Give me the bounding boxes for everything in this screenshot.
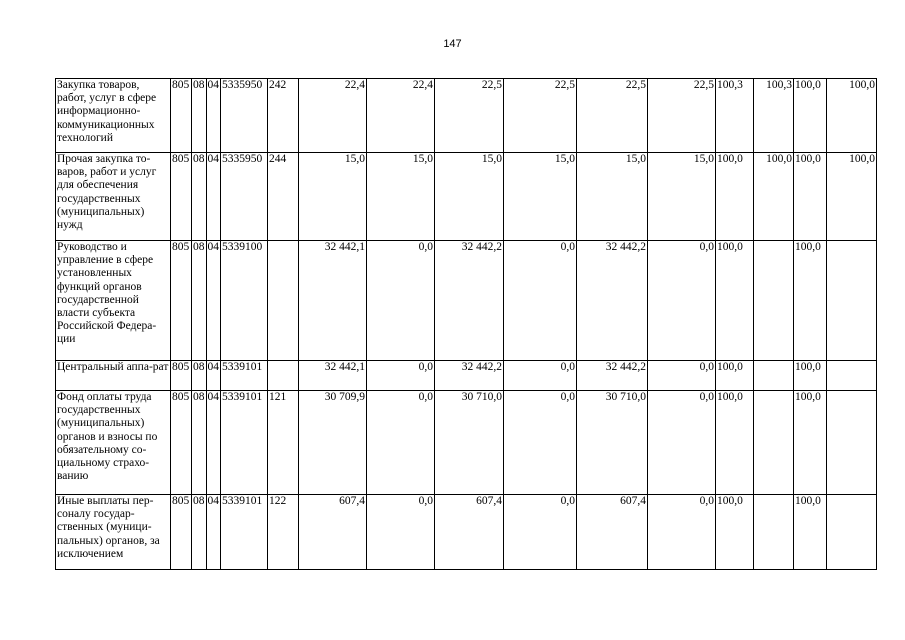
value-4: 22,5 <box>504 79 577 153</box>
code-ministry: 805 <box>171 241 192 361</box>
code-ministry: 805 <box>171 153 192 241</box>
percent-1: 100,3 <box>716 79 754 153</box>
value-6: 0,0 <box>648 361 716 391</box>
value-5: 15,0 <box>577 153 648 241</box>
code-target: 5339100 <box>221 241 268 361</box>
table-row <box>56 391 877 495</box>
percent-4 <box>827 241 877 361</box>
code-expense-type: 242 <box>268 79 299 153</box>
percent-3: 100,0 <box>794 153 827 241</box>
percent-3: 100,0 <box>794 391 827 495</box>
percent-2 <box>754 241 794 361</box>
value-1: 32 442,1 <box>299 361 367 391</box>
percent-3: 100,0 <box>794 361 827 391</box>
code-expense-type: 121 <box>268 391 299 495</box>
value-3: 22,5 <box>435 79 504 153</box>
code-subsection: 04 <box>206 361 221 391</box>
table-row <box>56 79 877 153</box>
value-6: 22,5 <box>648 79 716 153</box>
value-2: 0,0 <box>367 391 435 495</box>
value-4: 0,0 <box>504 361 577 391</box>
value-5: 607,4 <box>577 495 648 570</box>
percent-3: 100,0 <box>794 79 827 153</box>
percent-2 <box>754 361 794 391</box>
value-2: 22,4 <box>367 79 435 153</box>
code-section: 08 <box>192 241 207 361</box>
percent-1: 100,0 <box>716 153 754 241</box>
code-subsection: 04 <box>206 153 221 241</box>
table-row <box>56 495 877 570</box>
code-subsection: 04 <box>206 79 221 153</box>
code-section: 08 <box>192 495 207 570</box>
value-4: 0,0 <box>504 241 577 361</box>
code-ministry: 805 <box>171 391 192 495</box>
percent-2 <box>754 391 794 495</box>
value-5: 32 442,2 <box>577 241 648 361</box>
percent-4: 100,0 <box>827 153 877 241</box>
row-name: Закупка товаров, работ, услуг в сфере информационно-коммуникационных технологий <box>56 79 171 153</box>
value-6: 0,0 <box>648 241 716 361</box>
percent-3: 100,0 <box>794 495 827 570</box>
value-2: 0,0 <box>367 241 435 361</box>
code-ministry: 805 <box>171 361 192 391</box>
code-expense-type <box>268 361 299 391</box>
value-6: 0,0 <box>648 495 716 570</box>
value-4: 0,0 <box>504 391 577 495</box>
code-section: 08 <box>192 79 207 153</box>
value-1: 32 442,1 <box>299 241 367 361</box>
percent-2: 100,3 <box>754 79 794 153</box>
value-3: 30 710,0 <box>435 391 504 495</box>
code-subsection: 04 <box>206 391 221 495</box>
page-number: 147 <box>443 38 462 50</box>
percent-4 <box>827 391 877 495</box>
table-row <box>56 153 877 241</box>
value-6: 15,0 <box>648 153 716 241</box>
code-ministry: 805 <box>171 79 192 153</box>
code-target: 5339101 <box>221 361 268 391</box>
value-3: 607,4 <box>435 495 504 570</box>
percent-4 <box>827 361 877 391</box>
row-name: Прочая закупка то-варов, работ и услуг для обеспечения государственных (муниципальных) нужд <box>56 153 171 241</box>
value-2: 15,0 <box>367 153 435 241</box>
code-expense-type: 122 <box>268 495 299 570</box>
value-6: 0,0 <box>648 391 716 495</box>
code-target: 5335950 <box>221 79 268 153</box>
value-3: 32 442,2 <box>435 241 504 361</box>
value-4: 0,0 <box>504 495 577 570</box>
percent-1: 100,0 <box>716 391 754 495</box>
row-name: Фонд оплаты труда государственных (муниципальных) органов и взносы по обязательному со-циальному страхо-ванию <box>56 391 171 495</box>
value-5: 32 442,2 <box>577 361 648 391</box>
code-subsection: 04 <box>206 241 221 361</box>
value-4: 15,0 <box>504 153 577 241</box>
value-5: 22,5 <box>577 79 648 153</box>
value-3: 32 442,2 <box>435 361 504 391</box>
code-expense-type: 244 <box>268 153 299 241</box>
percent-4: 100,0 <box>827 79 877 153</box>
value-2: 0,0 <box>367 495 435 570</box>
value-3: 15,0 <box>435 153 504 241</box>
code-section: 08 <box>192 153 207 241</box>
table-row <box>56 361 877 391</box>
row-name: Центральный аппа-рат <box>56 361 171 391</box>
code-subsection: 04 <box>206 495 221 570</box>
row-name: Руководство и управление в сфере установленных функций органов государственной власти субъекта Российской Федера-ции <box>56 241 171 361</box>
code-section: 08 <box>192 361 207 391</box>
code-target: 5339101 <box>221 391 268 495</box>
percent-1: 100,0 <box>716 495 754 570</box>
code-target: 5335950 <box>221 153 268 241</box>
percent-2 <box>754 495 794 570</box>
value-1: 22,4 <box>299 79 367 153</box>
budget-table <box>55 78 877 570</box>
code-section: 08 <box>192 391 207 495</box>
value-1: 30 709,9 <box>299 391 367 495</box>
value-1: 15,0 <box>299 153 367 241</box>
percent-4 <box>827 495 877 570</box>
percent-1: 100,0 <box>716 361 754 391</box>
code-ministry: 805 <box>171 495 192 570</box>
percent-2: 100,0 <box>754 153 794 241</box>
code-target: 5339101 <box>221 495 268 570</box>
percent-3: 100,0 <box>794 241 827 361</box>
code-expense-type <box>268 241 299 361</box>
table-row <box>56 241 877 361</box>
row-name: Иные выплаты пер-соналу государ-ственных (муници-пальных) органов, за исключением <box>56 495 171 570</box>
value-2: 0,0 <box>367 361 435 391</box>
percent-1: 100,0 <box>716 241 754 361</box>
value-1: 607,4 <box>299 495 367 570</box>
value-5: 30 710,0 <box>577 391 648 495</box>
